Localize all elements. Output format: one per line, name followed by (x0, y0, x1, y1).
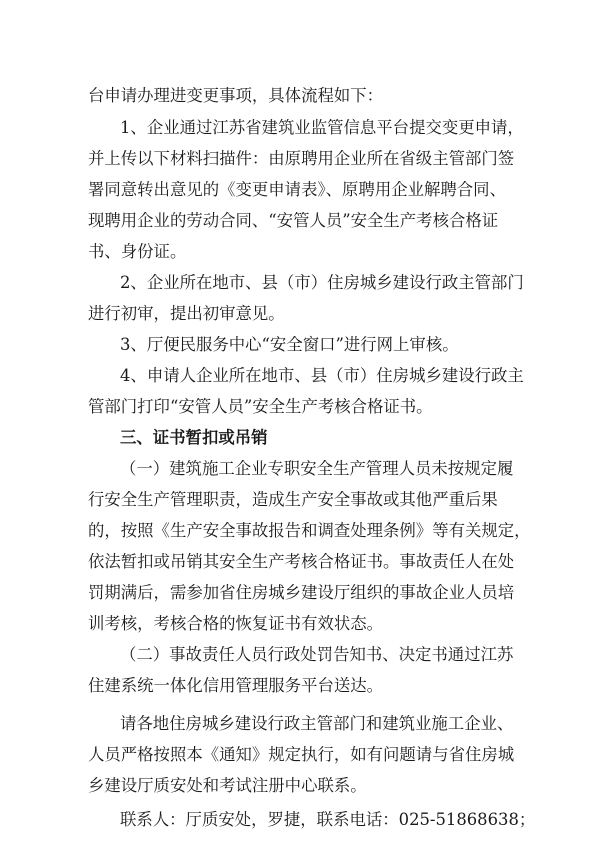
paragraph-line: 住建系统一体化信用管理服务平台送达。 (88, 676, 384, 695)
paragraph-line: 罚期满后，需参加省住房城乡建设厅组织的事故企业人员培 (88, 583, 515, 602)
paragraph-line: 依法暂扣或吊销其安全生产考核合格证书。事故责任人在处 (88, 552, 515, 571)
closing-line: 请各地住房城乡建设行政主管部门和建筑业施工企业、 (120, 714, 514, 733)
section-heading: 三、证书暂扣或吊销 (120, 428, 268, 447)
paragraph-line: 行安全生产管理职责，造成生产安全事故或其他严重后果 (88, 490, 498, 509)
paragraph-line: 并上传以下材料扫描件：由原聘用企业所在省级主管部门签 (88, 149, 515, 168)
paragraph-line: 书、身份证。 (88, 242, 187, 261)
contact-line: 联系人：厅质安处，罗捷，联系电话：025-51868638； (120, 810, 536, 829)
paragraph-line: 管部门打印“安管人员”安全生产考核合格证书。 (88, 397, 433, 416)
paragraph-line: 人员严格按照本《通知》规定执行，如有问题请与省住房城 (88, 745, 515, 764)
paragraph-line: 乡建设厅质安处和考试注册中心联系。 (88, 776, 367, 795)
paragraph-line: 台申请办理进变更事项，具体流程如下： (88, 86, 384, 105)
clause-2-line: （二）事故责任人员行政处罚告知书、决定书通过江苏 (120, 645, 514, 664)
step-1-line: 1、企业通过江苏省建筑业监管信息平台提交变更申请， (120, 118, 524, 137)
paragraph-line: 现聘用企业的劳动合同、“安管人员”安全生产考核合格证 (88, 211, 499, 230)
paragraph-line: 署同意转出意见的《变更申请表》、原聘用企业解聘合同、 (88, 180, 506, 199)
step-2-line: 2、企业所在地市、县（市）住房城乡建设行政主管部门 (120, 273, 524, 292)
step-4-line: 4、申请人企业所在地市、县（市）住房城乡建设行政主 (120, 366, 524, 385)
paragraph-line: 进行初审，提出初审意见。 (88, 304, 285, 323)
clause-1-line: （一）建筑施工企业专职安全生产管理人员未按规定履 (120, 459, 514, 478)
paragraph-line: 训考核，考核合格的恢复证书有效状态。 (88, 614, 384, 633)
paragraph-line: 的，按照《生产安全事故报告和调查处理条例》等有关规定， (88, 521, 531, 540)
step-3-line: 3、厅便民服务中心“安全窗口”进行网上审核。 (120, 335, 459, 354)
